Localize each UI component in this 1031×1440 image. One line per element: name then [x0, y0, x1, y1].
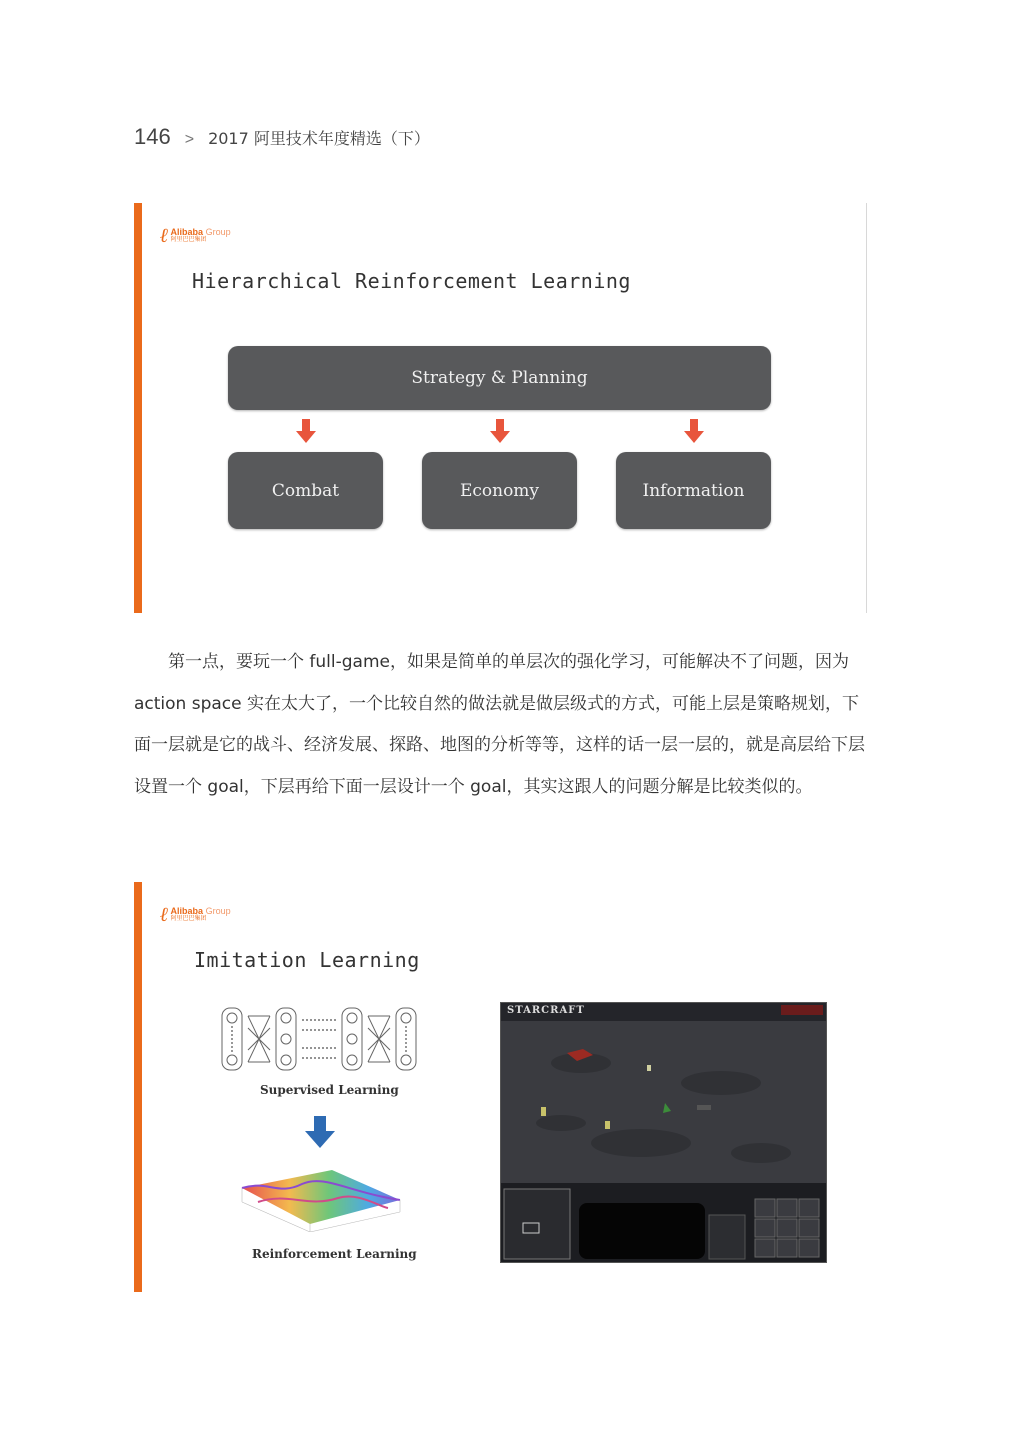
accent-bar: [134, 882, 142, 1292]
starcraft-scene: [501, 1003, 826, 1262]
slide-title: Hierarchical Reinforcement Learning: [192, 269, 631, 293]
page-number: 146: [134, 124, 171, 149]
combat-box: Combat: [228, 452, 383, 529]
information-box: Information: [616, 452, 771, 529]
logo-group: Group: [205, 227, 231, 237]
neural-network-diagram: [220, 1006, 420, 1072]
reinforcement-learning-caption: Reinforcement Learning: [252, 1247, 417, 1261]
arrow-down-icon: [296, 419, 316, 443]
logo-sub: 阿里巴巴集团: [170, 915, 207, 922]
alibaba-logo-icon: ℓ: [160, 223, 169, 247]
alibaba-logo-icon: ℓ: [160, 902, 169, 926]
economy-box: Economy: [422, 452, 577, 529]
slide-hierarchical-rl: [134, 203, 867, 613]
accent-bar: [134, 203, 142, 613]
book-title: 2017 阿里技术年度精选（下）: [208, 129, 430, 148]
arrow-down-icon: [490, 419, 510, 443]
strategy-planning-box: Strategy & Planning: [228, 346, 771, 410]
surface-plot-icon: [238, 1162, 404, 1232]
arrow-down-icon: [305, 1116, 335, 1148]
logo-brand: Alibaba: [170, 227, 204, 237]
alibaba-logo: [160, 902, 231, 927]
running-header: [134, 124, 430, 150]
paragraph-text: 第一点，要玩一个 full-game，如果是简单的单层次的强化学习，可能解决不了问题，因为 action space 实在太大了，一个比较自然的做法就是做层级式的方式，可能上层是策略规划，下面一层就是它的战斗、经济发展、探路、地图的分析等等，这样的话一层一层的，就是高层给下层设置一个 goal，下层再给下面一层设计一个 goal，其实这跟人的问题分解是比较类似的。: [134, 652, 865, 797]
slide-imitation-learning: [134, 882, 866, 1292]
arrow-down-icon: [684, 419, 704, 443]
starcraft-screenshot: [500, 1002, 827, 1263]
slide-title: Imitation Learning: [194, 948, 420, 972]
game-title: STARCRAFT: [507, 1005, 585, 1016]
body-paragraph: [134, 642, 868, 808]
logo-sub: 阿里巴巴集团: [170, 236, 207, 243]
supervised-learning-caption: Supervised Learning: [260, 1083, 399, 1097]
logo-brand: Alibaba: [170, 906, 204, 916]
header-separator: >: [184, 131, 195, 148]
logo-group: Group: [205, 906, 231, 916]
alibaba-logo: [160, 223, 231, 248]
